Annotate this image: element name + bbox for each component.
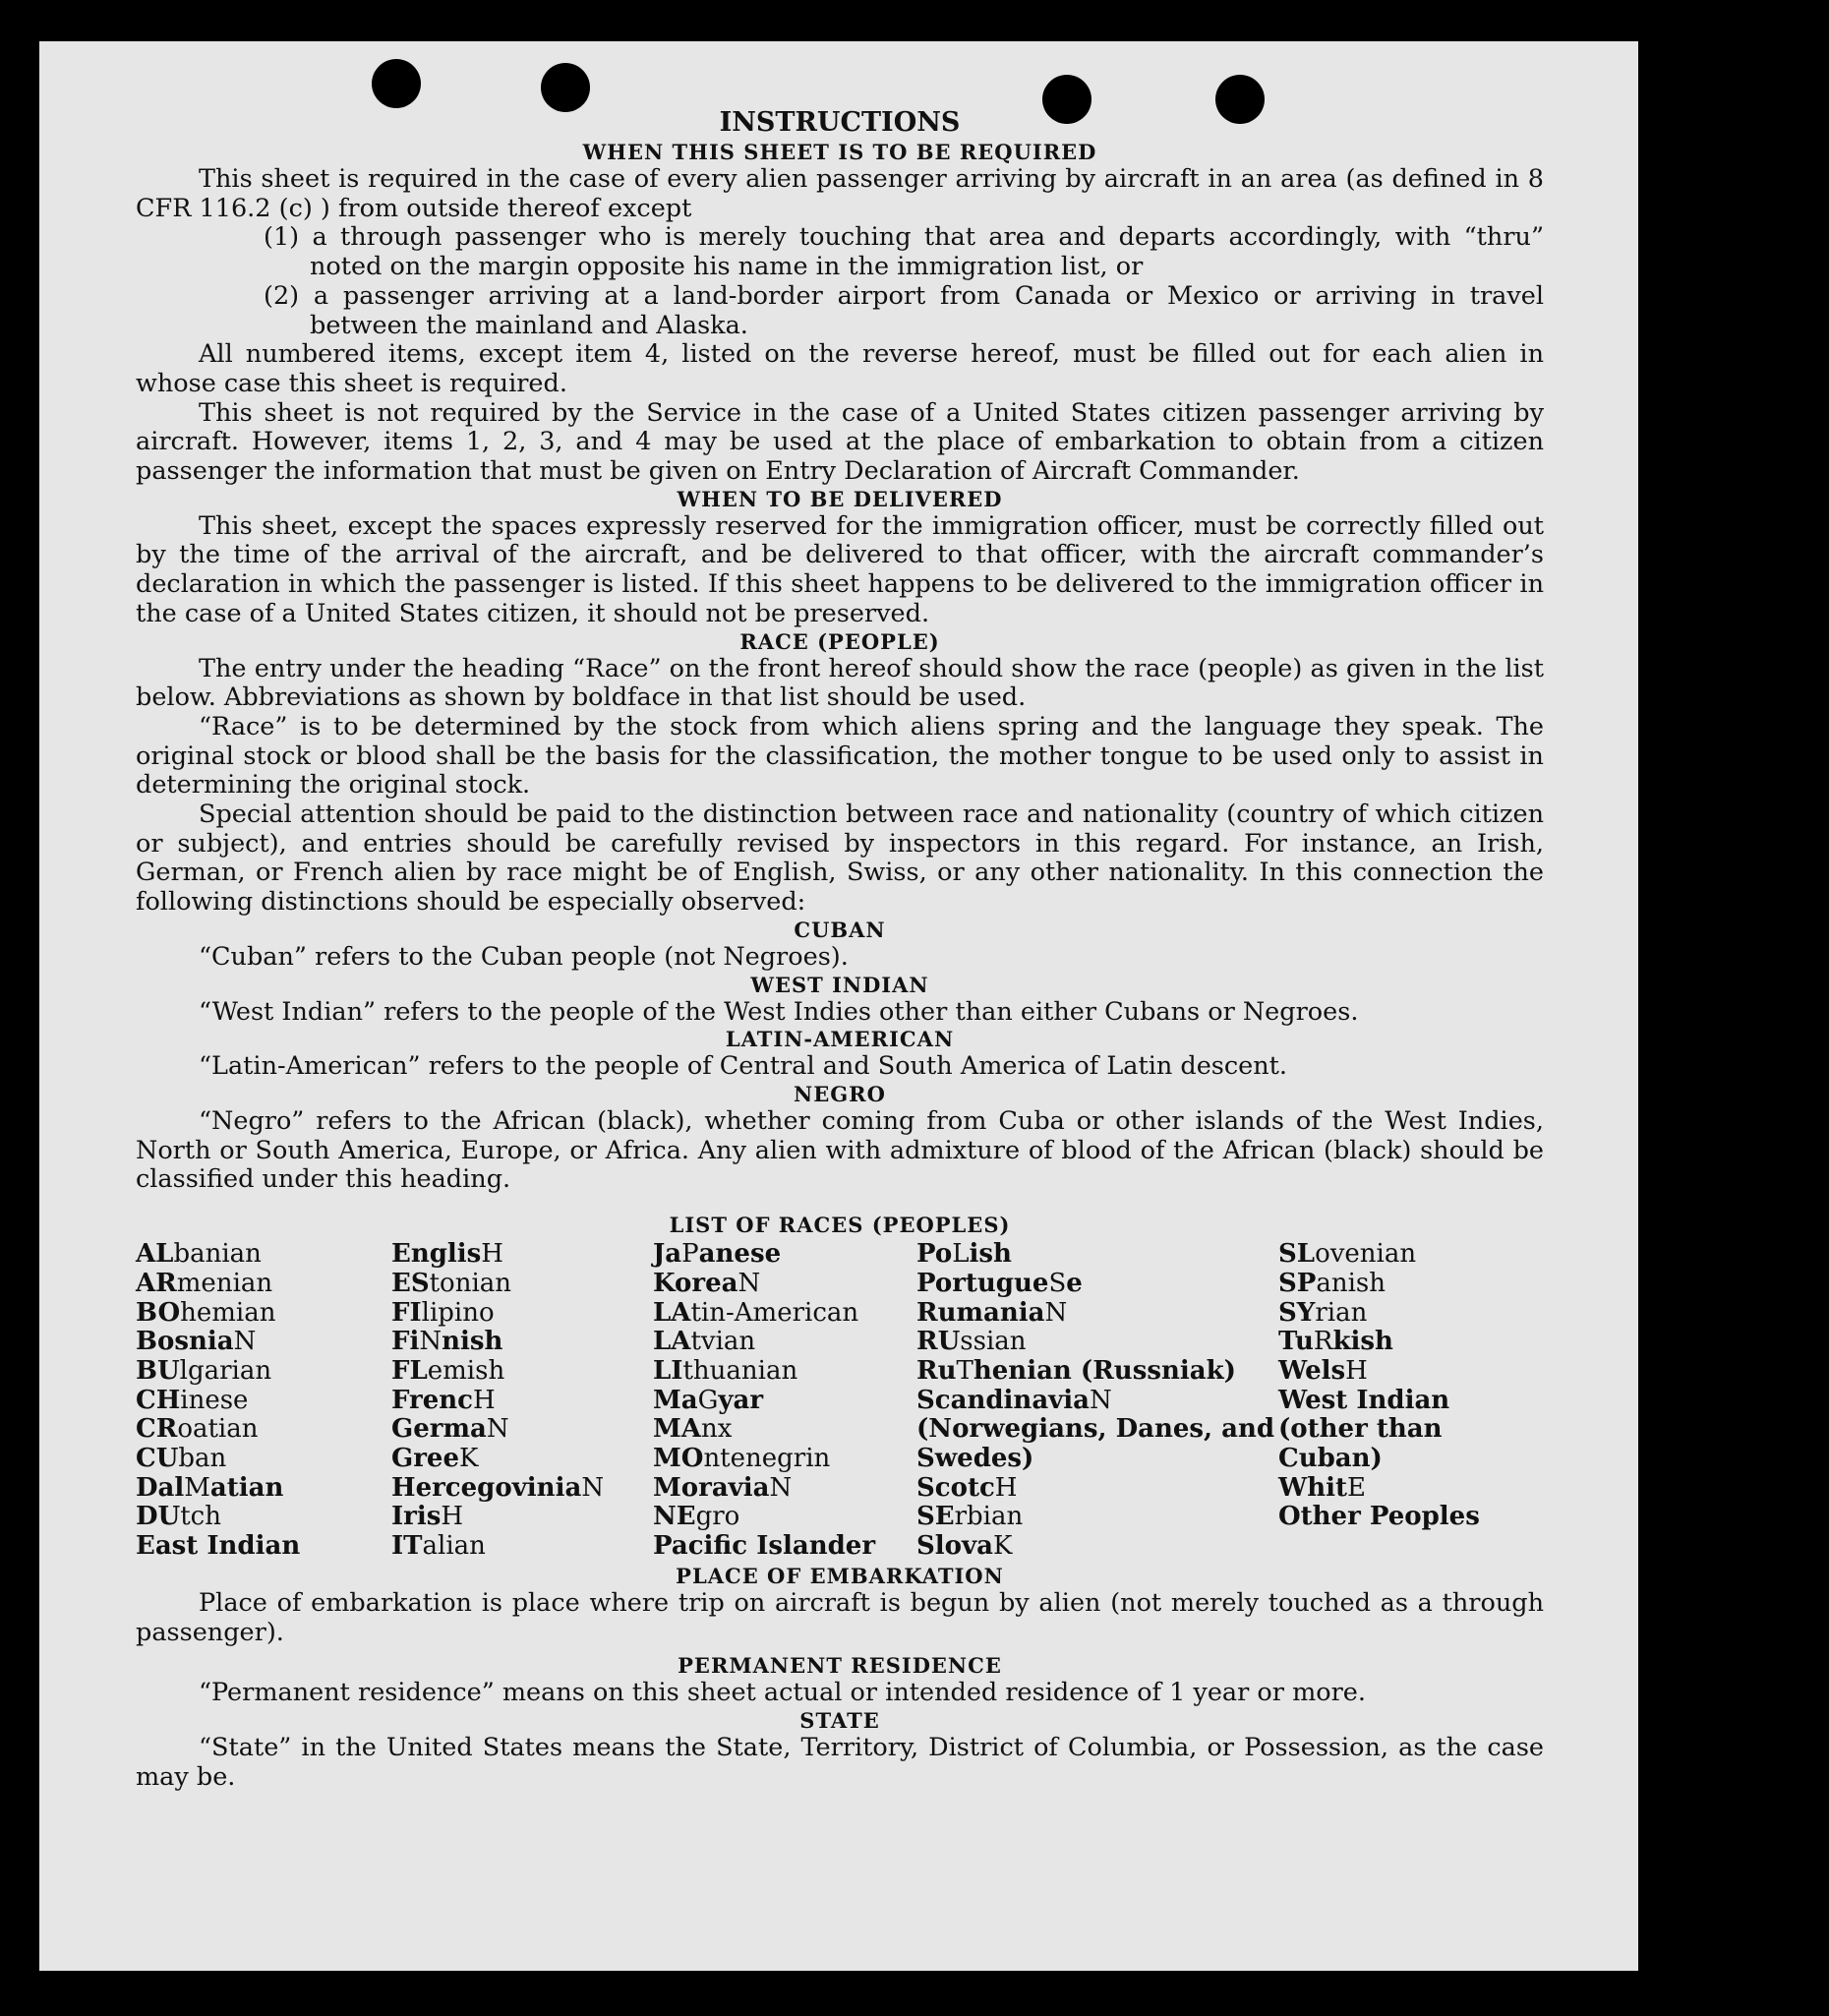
race-entry: EStonian xyxy=(391,1268,512,1298)
race-entry: FiNnish xyxy=(391,1327,503,1357)
race-column xyxy=(391,1240,653,1562)
race-entry: SlovaK xyxy=(916,1531,1013,1562)
race-column xyxy=(136,1240,391,1562)
race-entry: RUssian xyxy=(916,1327,1027,1357)
section-heading: RACE (PEOPLE) xyxy=(739,628,940,654)
race-entry: FrencH xyxy=(391,1385,496,1415)
list-item: (1) a through passenger who is merely touching that area and departs accordingly, with “thru” noted on the margin opposite his name in the immigration list, or xyxy=(264,222,1544,282)
race-entry: WelsH xyxy=(1278,1355,1368,1386)
race-entry: SErbian xyxy=(916,1502,1024,1532)
section-heading: LIST OF RACES (PEOPLES) xyxy=(669,1213,1011,1238)
race-entry: IrisH xyxy=(391,1502,464,1532)
race-entry: ScandinaviaN (Norwegians, Danes, and Swedes) xyxy=(916,1385,1275,1474)
race-entry: RuThenian (Russniak) xyxy=(916,1355,1236,1386)
race-entry: NEgro xyxy=(653,1502,740,1532)
paragraph: This sheet is not required by the Service in the case of a United States citizen passenger arriving by aircraft. However, items 1, 2, 3, and 4 may be used at the place of embarkation to obtain from a citizen passenger the information that must be given on Entry Declaration of Aircraft Commander. xyxy=(136,397,1544,487)
paragraph: “Cuban” refers to the Cuban people (not Negroes). xyxy=(199,941,849,972)
race-column xyxy=(1278,1240,1544,1562)
race-entry: BUlgarian xyxy=(136,1355,272,1386)
race-entry: LAtvian xyxy=(653,1327,756,1357)
race-entry: MoraviaN xyxy=(653,1472,793,1503)
race-entry: GermaN xyxy=(391,1414,509,1445)
paragraph: Place of embarkation is place where trip on aircraft is begun by alien (not merely touched as a through passenger). xyxy=(136,1587,1544,1647)
paragraph: All numbered items, except item 4, listed on the reverse hereof, must be filled out for each alien in whose case this sheet is required. xyxy=(136,339,1544,398)
race-entry: Other Peoples xyxy=(1278,1502,1480,1532)
page-title: INSTRUCTIONS xyxy=(719,107,961,138)
section-heading: WHEN THIS SHEET IS TO BE REQUIRED xyxy=(582,140,1097,164)
race-entry: SYrian xyxy=(1278,1297,1368,1328)
section-heading: LATIN-AMERICAN xyxy=(725,1027,955,1052)
race-entry: HercegoviniaN xyxy=(391,1472,605,1503)
race-entry: JaPanese xyxy=(653,1239,782,1270)
paragraph: This sheet is required in the case of every alien passenger arriving by aircraft in an area (as defined in 8 CFR 116.2 (c) ) from outside thereof except xyxy=(136,164,1544,223)
race-entry: MOntenegrin xyxy=(653,1444,831,1474)
race-entry: MAnx xyxy=(653,1414,733,1445)
race-entry: PoLish xyxy=(916,1239,1012,1270)
race-entry: SPanish xyxy=(1278,1268,1386,1298)
race-entry: Pacific Islander xyxy=(653,1531,876,1562)
section-heading: PLACE OF EMBARKATION xyxy=(676,1563,1004,1588)
race-entry: LAtin-American xyxy=(653,1297,859,1328)
race-entry: East Indian xyxy=(136,1531,301,1562)
paragraph: “Race” is to be determined by the stock from which aliens spring and the language they speak. The original stock or blood shall be the basis for the classification, the mother tongue to be used only to assist in determining the original stock. xyxy=(136,711,1544,800)
race-entry: EnglisH xyxy=(391,1239,503,1270)
punch-hole xyxy=(372,59,421,108)
paragraph: This sheet, except the spaces expressly reserved for the immigration officer, must be correctly filled out by the time of the arrival of the aircraft, and be delivered to that officer, with the aircraft commander’s declaration in which the passenger is listed. If this sheet happens to be delivered to the immigration officer in the case of a United States citizen, it should not be preserved. xyxy=(136,510,1544,628)
document-content xyxy=(136,106,1544,1792)
race-entry: FIlipino xyxy=(391,1297,495,1328)
race-entry: PortugueSe xyxy=(916,1268,1083,1298)
list-item: (2) a passenger arriving at a land-border airport from Canada or Mexico or arriving in travel between the mainland and Alaska. xyxy=(264,280,1544,340)
race-column xyxy=(916,1240,1278,1562)
race-entry: CRoatian xyxy=(136,1414,259,1445)
race-entry: MaGyar xyxy=(653,1385,764,1415)
race-entry: WhitE xyxy=(1278,1472,1366,1503)
paragraph: The entry under the heading “Race” on the front hereof should show the race (people) as given in the list below. Abbreviations as shown by boldface in that list should be used. xyxy=(136,653,1544,713)
race-entry: BosniaN xyxy=(136,1327,257,1357)
race-entry: DUtch xyxy=(136,1502,221,1532)
race-entry: FLemish xyxy=(391,1355,505,1386)
section-heading: NEGRO xyxy=(794,1081,886,1106)
race-entry: TuRkish xyxy=(1278,1327,1393,1357)
paragraph: “Negro” refers to the African (black), whether coming from Cuba or other islands of the West Indies, North or South America, Europe, or Africa. Any alien with admixture of blood of the African (black) should be classified under this heading. xyxy=(136,1105,1544,1195)
race-entry: ITalian xyxy=(391,1531,486,1562)
race-list xyxy=(136,1240,1544,1562)
paragraph: “Permanent residence” means on this sheet actual or intended residence of 1 year or more. xyxy=(199,1678,1366,1708)
section-heading: WHEN TO BE DELIVERED xyxy=(677,486,1003,511)
race-entry: CHinese xyxy=(136,1385,249,1415)
paragraph: Special attention should be paid to the distinction between race and nationality (country of which citizen or subject), and entries should be carefully revised by inspectors in this regard. For instance, an Irish, German, or French alien by race might be of English, Swiss, or any other nationality. In this connection the following distinctions should be especially observed: xyxy=(136,800,1544,918)
section-heading: STATE xyxy=(799,1707,880,1733)
paragraph: “West Indian” refers to the people of the West Indies other than either Cubans or Negroes. xyxy=(199,996,1359,1027)
race-entry: West Indian (other than Cuban) xyxy=(1278,1385,1450,1474)
race-entry: RumaniaN xyxy=(916,1297,1068,1328)
punch-hole xyxy=(541,63,590,112)
race-entry: ARmenian xyxy=(136,1268,273,1298)
race-entry: DalMatian xyxy=(136,1472,284,1503)
race-entry: SLovenian xyxy=(1278,1239,1417,1270)
section-heading: WEST INDIAN xyxy=(750,972,929,997)
race-entry: KoreaN xyxy=(653,1268,761,1298)
race-entry: LIthuanian xyxy=(653,1355,798,1386)
race-entry: BOhemian xyxy=(136,1297,276,1328)
race-column xyxy=(653,1240,916,1562)
race-entry: ScotcH xyxy=(916,1472,1018,1503)
document-sheet xyxy=(39,41,1638,1971)
section-heading: PERMANENT RESIDENCE xyxy=(678,1653,1002,1679)
section-heading: CUBAN xyxy=(794,917,886,942)
paragraph: “Latin-American” refers to the people of Central and South America of Latin descent. xyxy=(199,1051,1288,1082)
race-entry: ALbanian xyxy=(136,1239,262,1270)
paragraph: “State” in the United States means the State, Territory, District of Columbia, or Possession, as the case may be. xyxy=(136,1732,1544,1792)
race-entry: CUban xyxy=(136,1444,227,1474)
race-entry: GreeK xyxy=(391,1444,479,1474)
